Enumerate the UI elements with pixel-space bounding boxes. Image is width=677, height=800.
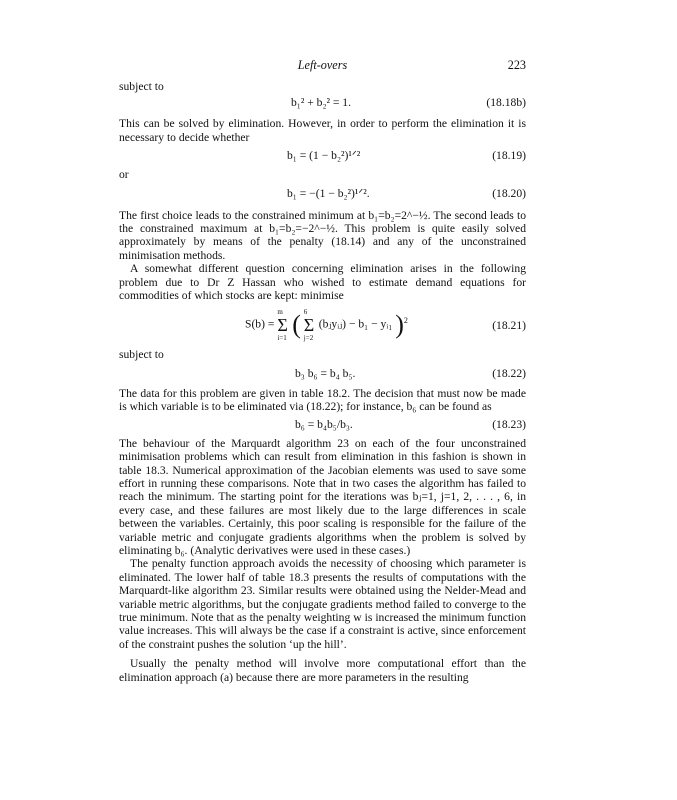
outer-sum-lower: i=1: [277, 334, 287, 343]
paragraph-5: The behaviour of the Marquardt algorithm 23 on each of the four unconstrained minimisation problems which can result from elimination in this fashion is shown in table 18.3. Numerical approximation of the Jacobian elements was used to save some effort in running these comparisons. Note that in two cases the algorithm has failed to reach the minimum. The starting point for the iterations was bⱼ=1, j=1, 2, . . . , 6, in every case, and these failures are most likely due to the large differences in scale between the variables. Certainly, this poor scaling is responsible for the failure of the variable metric and conjugate gradients algorithms when the problem is solved by eliminating b₆. (Analytic derivatives were used in these cases.): [119, 436, 526, 557]
page-number: 223: [507, 58, 526, 72]
equation-lhs: S(b) =: [245, 318, 275, 332]
equation-18-20: [119, 184, 526, 204]
left-paren: (: [292, 310, 301, 340]
equation-body: [245, 308, 408, 342]
inner-sum-lower: j=2: [303, 334, 314, 343]
inner-sum: [304, 308, 316, 342]
outer-sum: [277, 308, 289, 342]
or-connector: or: [119, 168, 129, 182]
subject-to-2: subject to: [119, 348, 164, 362]
equation-18-22: [119, 364, 526, 384]
sigma-symbol: Σ: [303, 315, 315, 336]
paragraph-7: Usually the penalty method will involve more computational effort than the elimination approach (a) because there are more parameters in the resulting: [119, 657, 526, 684]
inner-expression: (bⱼyᵢⱼ) − b₁ − yᵢ₁: [318, 318, 393, 332]
paragraph-1: This can be solved by elimination. However, in order to perform the elimination it is necessary to decide whether: [119, 117, 526, 144]
equation-number: (18.23): [492, 417, 526, 431]
equation-number: (18.20): [492, 186, 526, 200]
equation-number: (18.21): [492, 319, 526, 333]
page: [119, 58, 526, 684]
equation-number: (18.18b): [486, 96, 526, 110]
paragraph-6: The penalty function approach avoids the necessity of choosing which parameter is eliminated. The lower half of table 18.3 presents the results of computations with the Marquardt-like algorithm 23. Similar results were obtained using the Nelder-Mead and variable metric algorithms, but the conjugate gradients method failed to converge to the true minimum. Note that as the penalty weighting w is increased the minimum function value increases. This will always be the case if a constraint is active, since enforcement of the constraint pushes the solution ‘up the hill’.: [119, 557, 526, 651]
equation-number: (18.19): [492, 149, 526, 163]
equation-18-18b: [119, 93, 526, 113]
right-paren: ): [395, 310, 404, 340]
equation-body: b₁ = (1 − b₂²)¹ᐟ²: [287, 149, 361, 163]
paragraph-2: The first choice leads to the constrained minimum at b₁=b₂=2^−½. The second leads to the constrained maximum at b₁=b₂=−2^−½. This problem is quite easily solved approximately by means of the penalty (18.14) and any of the unconstrained minimisation methods.: [119, 208, 526, 262]
sigma-symbol: Σ: [277, 315, 288, 336]
running-title: Left-overs: [297, 58, 348, 72]
equation-18-23: [119, 415, 526, 435]
exponent: 2: [403, 316, 408, 326]
outer-sum-upper: m: [277, 308, 283, 317]
equation-18-19: [119, 146, 526, 166]
inner-sum-upper: 6: [303, 308, 308, 317]
subject-to-1: subject to: [119, 80, 164, 93]
equation-body: b₁ = −(1 − b₂²)¹ᐟ².: [287, 186, 370, 200]
paragraph-3: A somewhat different question concerning elimination arises in the following problem due to Dr Z Hassan who wished to estimate demand equations for commodities of which stocks are kept: minimise: [119, 262, 526, 303]
equation-18-21: [119, 306, 526, 346]
running-header: [119, 58, 526, 76]
paragraph-4: The data for this problem are given in table 18.2. The decision that must now be made is which variable is to be eliminated via (18.22); for instance, b₆ can be found as: [119, 386, 526, 414]
equation-body: b₃ b₆ = b₄ b₅.: [295, 366, 356, 380]
equation-body: b₁² + b₂² = 1.: [291, 96, 351, 110]
equation-body: b₆ = b₄b₅/b₃.: [295, 417, 353, 431]
equation-number: (18.22): [492, 366, 526, 380]
